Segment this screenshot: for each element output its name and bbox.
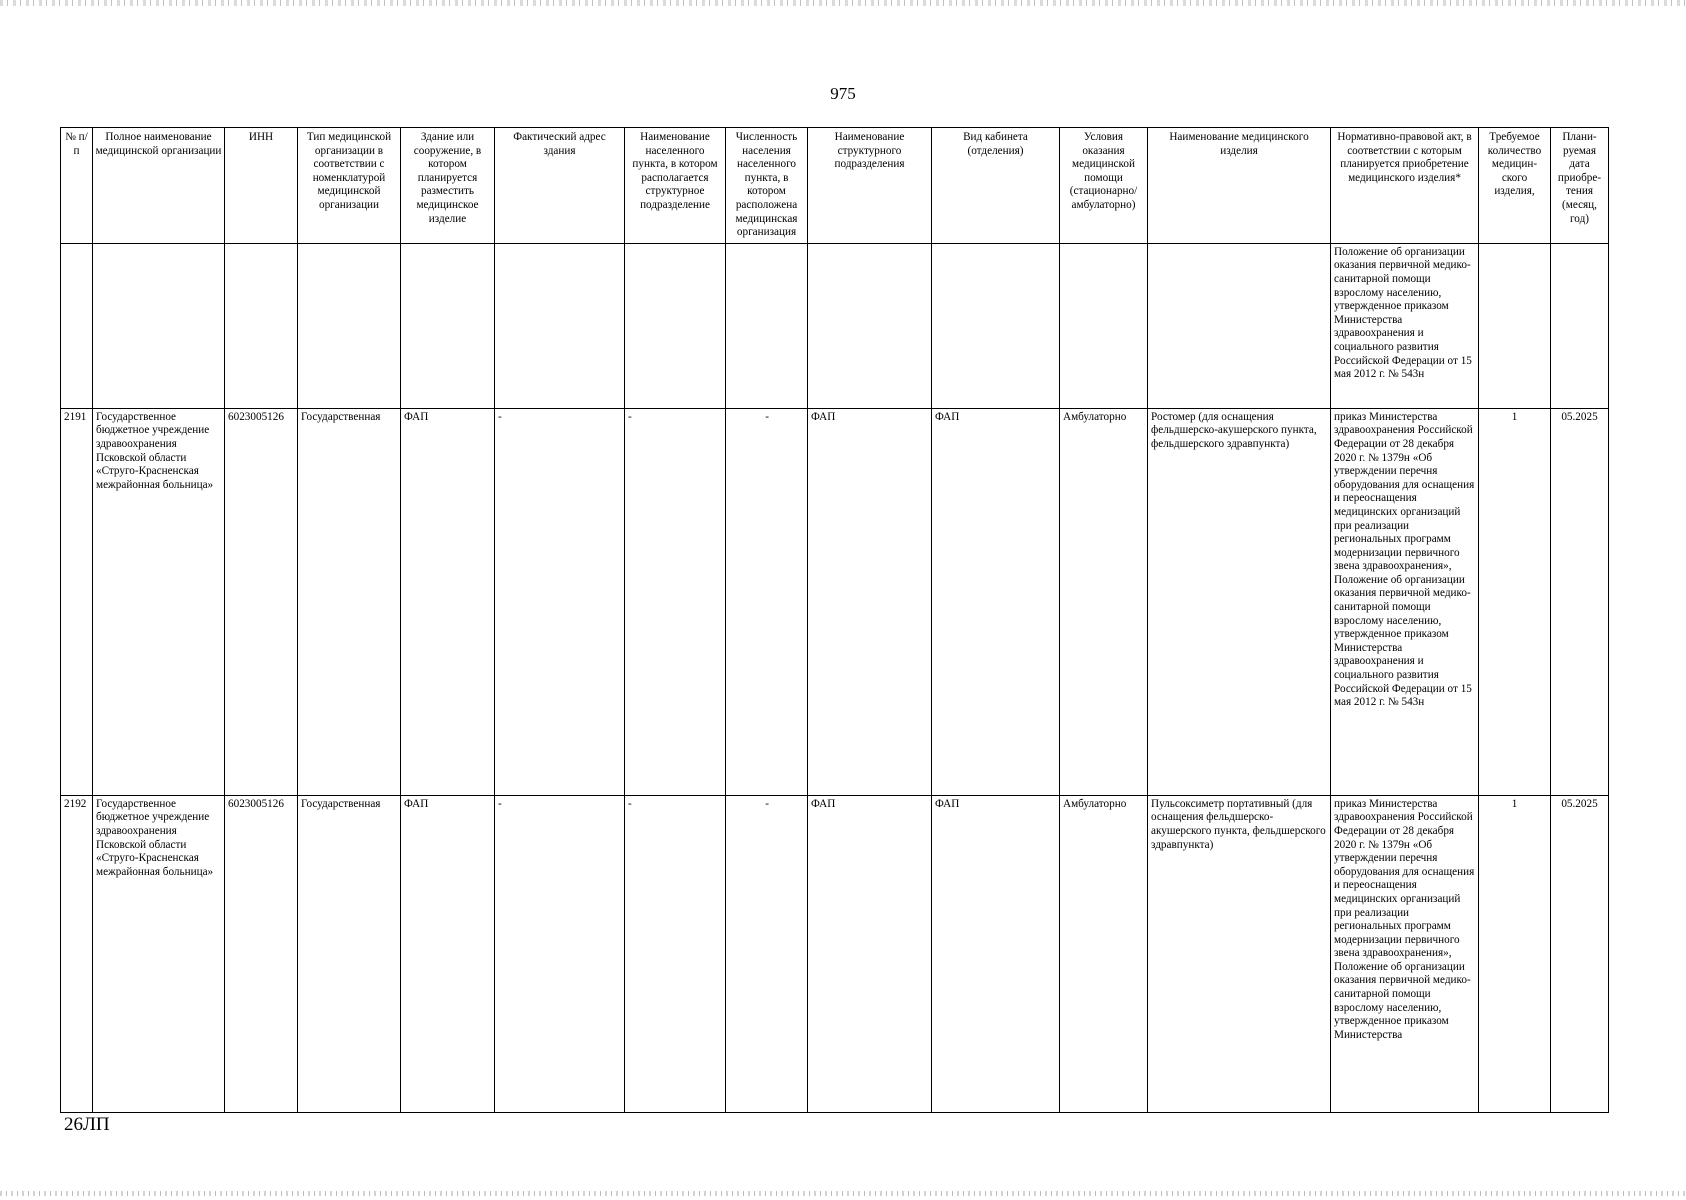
table-row — [61, 408, 1609, 795]
cell-inn: 6023005126 — [225, 408, 298, 795]
header-population: Численность населения населенного пункта, в котором расположена медицинская организация — [726, 128, 808, 244]
scan-edge-top — [0, 0, 1686, 6]
cell-org-name: Государственное бюджетное учреждение здравоохранения Псковской области «Струго-Красненская межрайонная больница» — [93, 795, 225, 1112]
table-row-continuation — [61, 243, 1609, 408]
cell-empty — [1148, 243, 1331, 408]
cell-empty — [298, 243, 401, 408]
cell-num: 2192 — [61, 795, 93, 1112]
cell-population: - — [726, 408, 808, 795]
header-row — [61, 128, 1609, 244]
cell-building: ФАП — [401, 795, 495, 1112]
cell-empty — [932, 243, 1060, 408]
cell-empty — [61, 243, 93, 408]
header-device: Наименование медицинского изделия — [1148, 128, 1331, 244]
cell-settlement: - — [625, 408, 726, 795]
cell-num: 2191 — [61, 408, 93, 795]
header-date: Плани-руемая дата приобре-тения (месяц, год) — [1551, 128, 1609, 244]
cell-address: - — [495, 795, 625, 1112]
cell-empty — [1060, 243, 1148, 408]
cell-building: ФАП — [401, 408, 495, 795]
cell-cabinet: ФАП — [932, 408, 1060, 795]
cell-empty — [401, 243, 495, 408]
cell-quantity: 1 — [1479, 408, 1551, 795]
cell-legal-act: приказ Министерства здравоохранения Российской Федерации от 28 декабря 2020 г. № 1379н «Об утверждении перечня оборудования для оснащения и переоснащения медицинских организаций при реализации региональных программ модернизации первичного звена здравоохранения», Положение об организации оказания первичной медико-санитарной помощи взрослому населению, утвержденное приказом Министерства здравоохранения и социального развития Российской Федерации от 15 мая 2012 г. № 543н — [1331, 408, 1479, 795]
header-address: Фактический адрес здания — [495, 128, 625, 244]
header-conditions: Условия оказания медицинской помощи (стационарно/ амбулаторно) — [1060, 128, 1148, 244]
cell-empty — [808, 243, 932, 408]
cell-quantity: 1 — [1479, 795, 1551, 1112]
cell-empty — [625, 243, 726, 408]
cell-empty — [1479, 243, 1551, 408]
cell-cabinet: ФАП — [932, 795, 1060, 1112]
scan-edge-bottom — [0, 1191, 1686, 1196]
cell-conditions: Амбулаторно — [1060, 408, 1148, 795]
cell-org-type: Государственная — [298, 408, 401, 795]
header-quantity: Требуемое количество медицин-ского изделия, — [1479, 128, 1551, 244]
cell-empty — [495, 243, 625, 408]
cell-legal-act: Положение об организации оказания первичной медико-санитарной помощи взрослому населению, утвержденное приказом Министерства здравоохранения и социального развития Российской Федерации от 15 мая 2012 г. № 543н — [1331, 243, 1479, 408]
cell-unit: ФАП — [808, 408, 932, 795]
header-org-name: Полное наименование медицинской организации — [93, 128, 225, 244]
cell-empty — [1551, 243, 1609, 408]
cell-inn: 6023005126 — [225, 795, 298, 1112]
cell-org-type: Государственная — [298, 795, 401, 1112]
cell-population: - — [726, 795, 808, 1112]
header-building: Здание или сооружение, в котором планируется разместить медицинское изделие — [401, 128, 495, 244]
cell-date: 05.2025 — [1551, 408, 1609, 795]
header-settlement: Наименование населенного пункта, в котором располагается структурное подразделение — [625, 128, 726, 244]
cell-org-name: Государственное бюджетное учреждение здравоохранения Псковской области «Струго-Красненская межрайонная больница» — [93, 408, 225, 795]
cell-device: Ростомер (для оснащения фельдшерско-акушерского пункта, фельдшерского здравпункта) — [1148, 408, 1331, 795]
header-num: № п/п — [61, 128, 93, 244]
cell-conditions: Амбулаторно — [1060, 795, 1148, 1112]
cell-empty — [726, 243, 808, 408]
header-inn: ИНН — [225, 128, 298, 244]
table-row — [61, 795, 1609, 1112]
cell-empty — [93, 243, 225, 408]
cell-address: - — [495, 408, 625, 795]
cell-settlement: - — [625, 795, 726, 1112]
cell-date: 05.2025 — [1551, 795, 1609, 1112]
header-cabinet: Вид кабинета (отделения) — [932, 128, 1060, 244]
page-number: 975 — [830, 84, 856, 103]
equipment-table — [60, 127, 1609, 1113]
cell-empty — [225, 243, 298, 408]
document-code: 26ЛП — [64, 1114, 110, 1135]
header-legal-act: Нормативно-правовой акт, в соответствии с которым планируется приобретение медицинского изделия* — [1331, 128, 1479, 244]
cell-unit: ФАП — [808, 795, 932, 1112]
cell-device: Пульсоксиметр портативный (для оснащения фельдшерско-акушерского пункта, фельдшерского здравпункта) — [1148, 795, 1331, 1112]
header-unit: Наименование структурного подразделения — [808, 128, 932, 244]
header-org-type: Тип медицинской организации в соответствии с номенклатурой медицинской организации — [298, 128, 401, 244]
cell-legal-act: приказ Министерства здравоохранения Российской Федерации от 28 декабря 2020 г. № 1379н «Об утверждении перечня оборудования для оснащения и переоснащения медицинских организаций при реализации региональных программ модернизации первичного звена здравоохранения», Положение об организации оказания первичной медико-санитарной помощи взрослому населению, утвержденное приказом Министерства — [1331, 795, 1479, 1112]
